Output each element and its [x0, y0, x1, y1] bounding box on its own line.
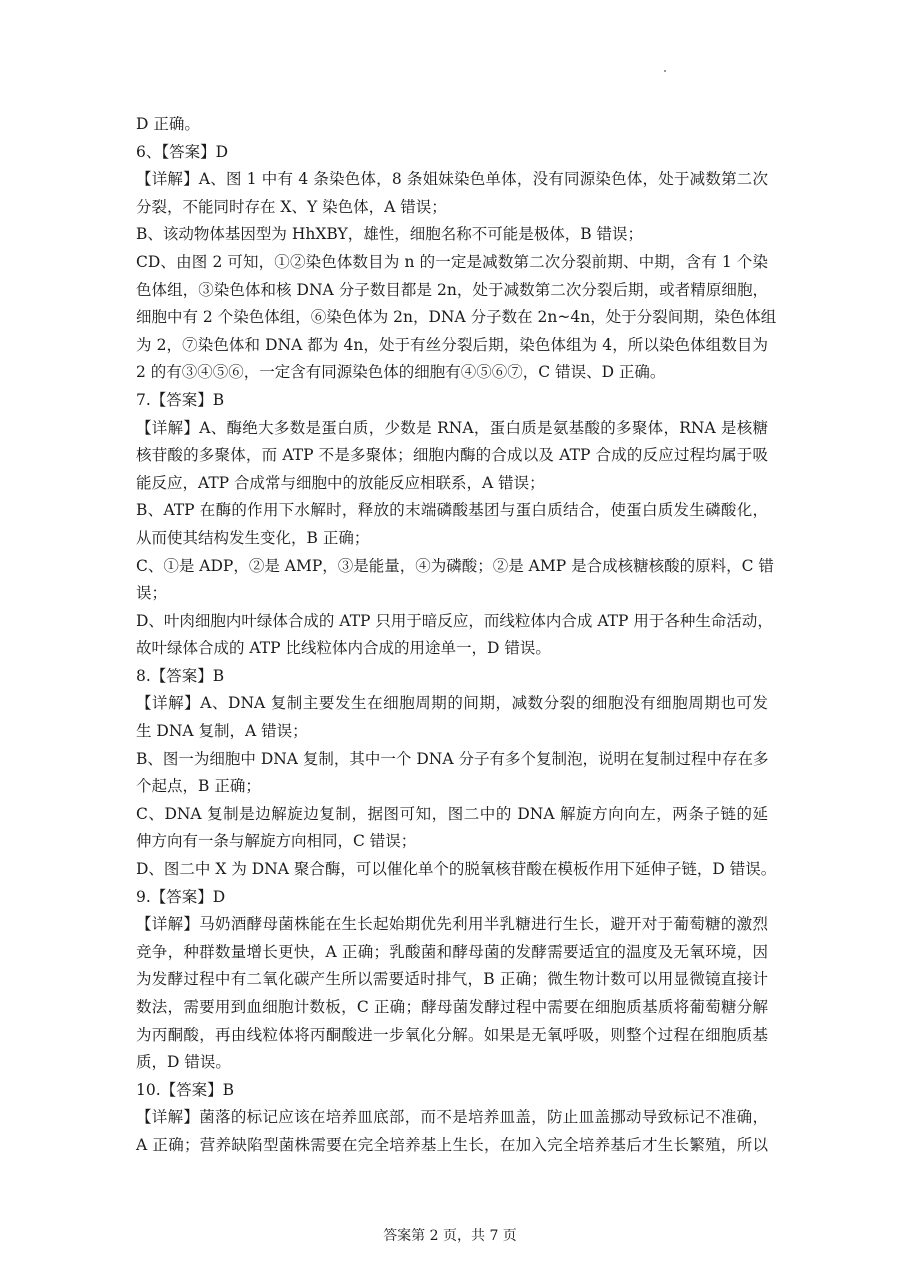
- text-line: 竞争，种群数量增长更快，A 正确；乳酸菌和酵母菌的发酵需要适宜的温度及无氧环境，因: [136, 942, 768, 961]
- text-line: B、ATP 在酶的作用下水解时，释放的末端磷酸基团与蛋白质结合，使蛋白质发生磷酸化，: [136, 501, 768, 520]
- text-line: 生 DNA 复制，A 错误；: [136, 722, 308, 741]
- text-line: 误；: [136, 584, 168, 603]
- text-line: B、图一为细胞中 DNA 复制，其中一个 DNA 分子有多个复制泡，说明在复制过程中存在多: [136, 749, 769, 768]
- text-line: C、①是 ADP，②是 AMP，③是能量，④为磷酸；②是 AMP 是合成核糖核酸的原料，C 错: [136, 556, 774, 575]
- text-line: 7.【答案】B: [136, 390, 225, 409]
- text-line: 【详解】菌落的标记应该在培养皿底部，而不是培养皿盖，防止皿盖挪动导致标记不准确，: [136, 1108, 768, 1127]
- text-line: 10.【答案】B: [136, 1080, 235, 1099]
- text-line: B、该动物体基因型为 HhXBY，雄性，细胞名称不可能是极体，B 错误；: [136, 225, 644, 244]
- text-line: A 正确；营养缺陷型菌株需要在完全培养基上生长，在加入完全培养基后才生长繁殖，所以: [136, 1135, 768, 1154]
- scan-speck: [664, 70, 666, 72]
- text-line: 从而使其结构发生变化，B 正确；: [136, 528, 370, 547]
- text-line: C、DNA 复制是边解旋边复制，据图可知，图二中的 DNA 解旋方向向左，两条子链的延: [136, 804, 768, 823]
- text-line: D、图二中 X 为 DNA 聚合酶，可以催化单个的脱氧核苷酸在模板作用下延伸子链，D 错误。: [136, 860, 777, 879]
- answer-explanation-body: [136, 111, 777, 1160]
- page-footer: 答案第 2 页，共 7 页: [383, 1228, 517, 1244]
- text-line: 9.【答案】D: [136, 887, 226, 906]
- text-line: 分裂，不能同时存在 X、Y 染色体，A 错误；: [136, 197, 447, 216]
- text-line: CD、由图 2 可知，①②染色体数目为 n 的一定是减数第二次分裂前期、中期，含有 1 个染: [136, 252, 768, 271]
- text-line: 2 的有③④⑤⑥，一定含有同源染色体的细胞有④⑤⑥⑦，C 错误、D 正确。: [136, 363, 666, 382]
- text-line: 核苷酸的多聚体，而 ATP 不是多聚体；细胞内酶的合成以及 ATP 合成的反应过程均属于吸: [136, 446, 768, 465]
- text-line: 为 2，⑦染色体和 DNA 都为 4n，处于有丝分裂后期，染色体组为 4，所以染色体组数目为: [136, 335, 768, 354]
- text-line: 个起点，B 正确；: [136, 777, 261, 796]
- text-line: 【详解】A、图 1 中有 4 条染色体，8 条姐妹染色单体，没有同源染色体，处于减数第二次: [136, 170, 768, 189]
- text-line: 细胞中有 2 个染色体组，⑥染色体为 2n，DNA 分子数在 2n~4n，处于分裂间期，染色体组: [136, 308, 777, 327]
- text-line: D 正确。: [136, 115, 200, 133]
- text-line: 故叶绿体合成的 ATP 比线粒体内合成的用途单一，D 错误。: [136, 639, 551, 658]
- text-line: D、叶肉细胞内叶绿体合成的 ATP 只用于暗反应，而线粒体内合成 ATP 用于各种生命活动，: [136, 611, 773, 630]
- text-line: 【详解】A、酶绝大多数是蛋白质，少数是 RNA，蛋白质是氨基酸的多聚体，RNA 是核糖: [136, 418, 768, 437]
- text-line: 8.【答案】B: [136, 666, 225, 685]
- text-line: 【详解】马奶酒酵母菌株能在生长起始期优先利用半乳糖进行生长，避开对于葡萄糖的激烈: [136, 915, 768, 934]
- text-line: 能反应，ATP 合成常与细胞中的放能反应相联系，A 错误；: [136, 473, 545, 492]
- text-line: 色体组，③染色体和核 DNA 分子数目都是 2n，处于减数第二次分裂后期，或者精原细胞，: [136, 280, 768, 299]
- text-line: 伸方向有一条与解旋方向相同，C 错误；: [136, 832, 417, 851]
- text-line: 数法，需要用到血细胞计数板，C 正确；酵母菌发酵过程中需要在细胞质基质将葡萄糖分解: [136, 998, 768, 1016]
- text-line: 【详解】A、DNA 复制主要发生在细胞周期的间期，减数分裂的细胞没有细胞周期也可发: [136, 694, 768, 713]
- text-line: 质，D 错误。: [136, 1053, 231, 1072]
- text-line: 为发酵过程中有二氧化碳产生所以需要适时排气，B 正确；微生物计数可以用显微镜直接计: [136, 970, 768, 989]
- text-line: 6、【答案】D: [136, 142, 229, 161]
- text-line: 为丙酮酸，再由线粒体将丙酮酸进一步氧化分解。如果是无氧呼吸，则整个过程在细胞质基: [136, 1025, 768, 1044]
